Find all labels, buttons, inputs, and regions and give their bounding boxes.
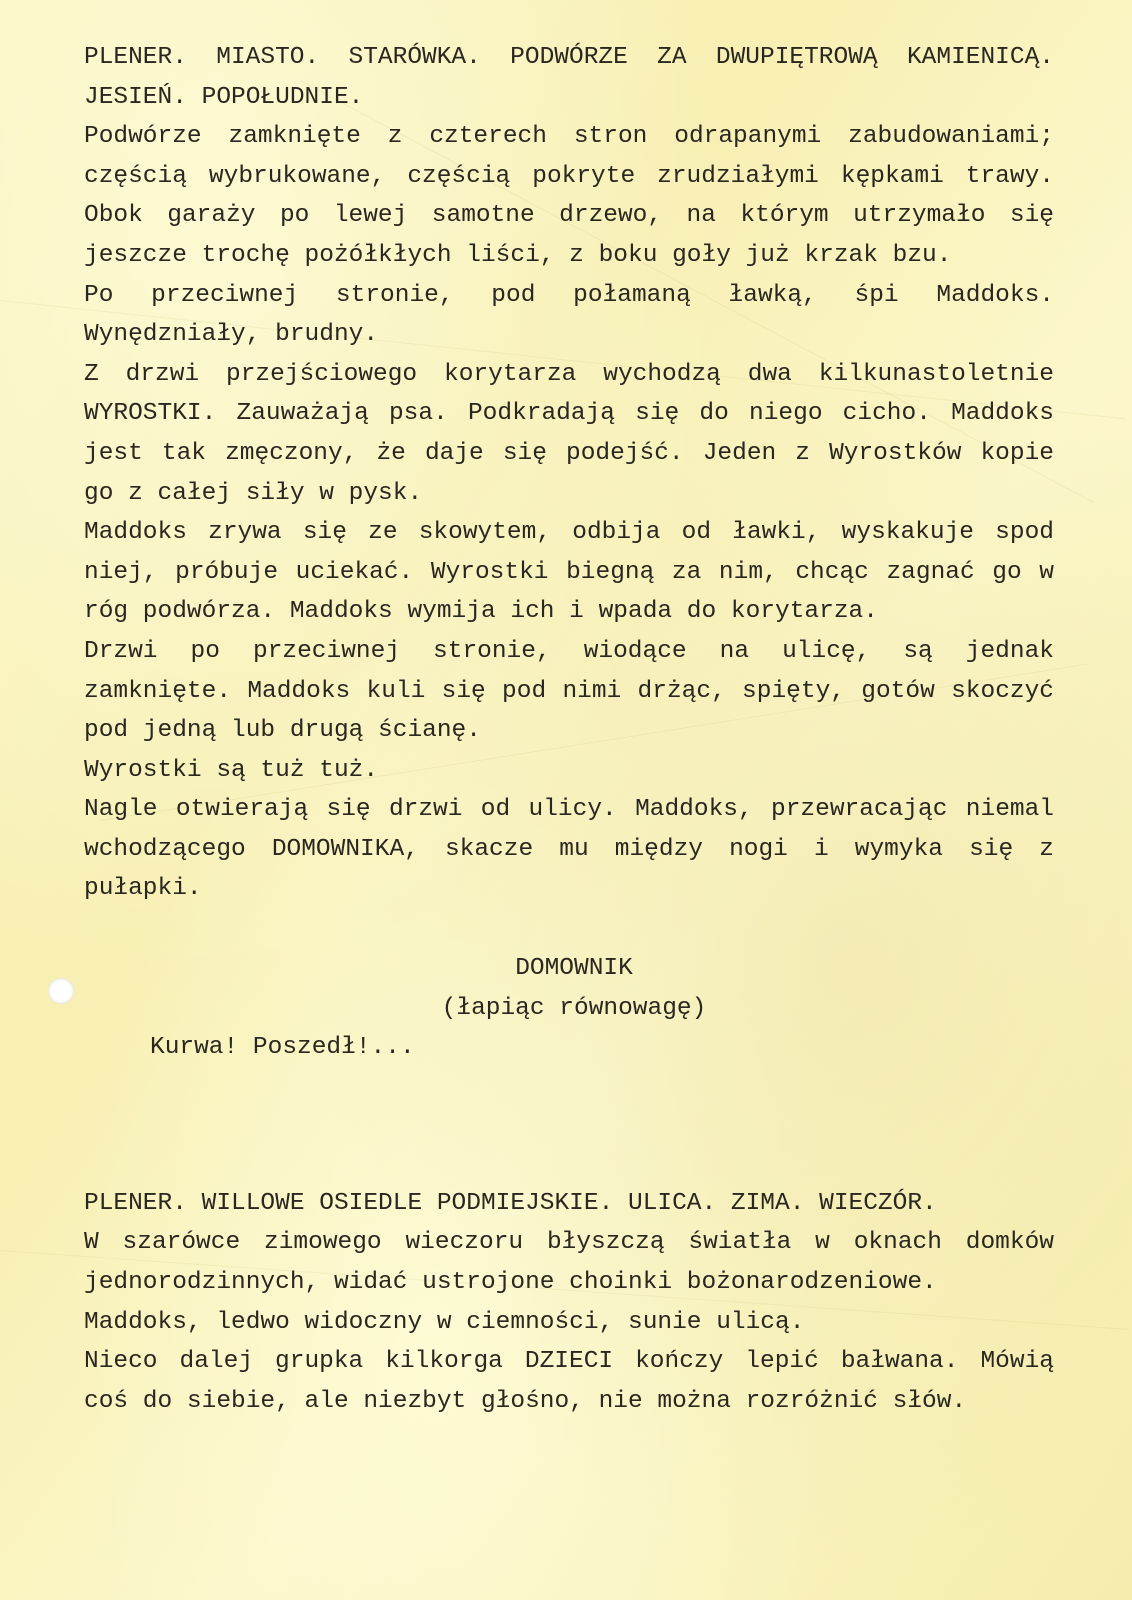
action-paragraph: Wyrostki są tuż tuż. <box>84 756 379 784</box>
scene-heading: PLENER. WILLOWE OSIEDLE PODMIEJSKIE. ULICA. ZIMA. WIECZÓR. <box>84 1189 937 1217</box>
parenthetical: (łapiąc równowagę) <box>441 994 707 1022</box>
scene-two <box>84 1184 1054 1422</box>
action-paragraph: Podwórze zamknięte z czterech stron odrapanymi zabudowaniami; częścią wybrukowane, częścią pokryte zrudziałymi kępkami trawy. Obok garaży po lewej samotne drzewo, na którym utrzymało się jeszcze trochę pożółkłych liści, z boku goły już krzak bzu. <box>84 123 1054 269</box>
action-paragraph: Maddoks, ledwo widoczny w ciemności, sunie ulicą. <box>84 1308 805 1336</box>
action-paragraph: Drzwi po przeciwnej stronie, wiodące na ulicę, są jednak zamknięte. Maddoks kuli się pod nimi drżąc, spięty, gotów skoczyć pod jedną lub drugą ścianę. <box>84 637 1054 745</box>
dialogue-block <box>84 949 1054 1068</box>
scene-heading: PLENER. MIASTO. STARÓWKA. PODWÓRZE ZA DWUPIĘTROWĄ KAMIENICĄ. JESIEŃ. POPOŁUDNIE. <box>84 44 1054 111</box>
action-paragraph: Z drzwi przejściowego korytarza wychodzą dwa kilkunastoletnie WYROSTKI. Zauważają psa. Podkradają się do niego cicho. Maddoks jest tak zmęczony, że daje się podejść. Jeden z Wyrostków kopie go z całej siły w pysk. <box>84 360 1054 507</box>
action-paragraph: Po przeciwnej stronie, pod połamaną ławką, śpi Maddoks. Wynędzniały, brudny. <box>84 281 1054 349</box>
action-paragraph: Nieco dalej grupka kilkorga DZIECI kończy lepić bałwana. Mówią coś do siebie, ale niezbyt głośno, nie można rozróżnić słów. <box>84 1348 1054 1415</box>
dialogue-line: Kurwa! Poszedł!... <box>150 1034 415 1062</box>
action-paragraph: Nagle otwierają się drzwi od ulicy. Maddoks, przewracając niemal wchodzącego DOMOWNIKA, skacze mu między nogi i wymyka się z pułapki. <box>84 796 1054 903</box>
character-name: DOMOWNIK <box>515 955 633 983</box>
action-paragraph: W szarówce zimowego wieczoru błyszczą światła w oknach domków jednorodzinnych, widać ustrojone choinki bożonarodzeniowe. <box>84 1229 1054 1297</box>
action-paragraph: Maddoks zrywa się ze skowytem, odbija od ławki, wyskakuje spod niej, próbuje uciekać. Wyrostki biegną za nim, chcąc zagnać go w róg podwórza. Maddoks wymija ich i wpada do korytarza. <box>84 519 1054 626</box>
punch-hole <box>48 978 74 1004</box>
screenplay-text <box>84 38 1054 1421</box>
